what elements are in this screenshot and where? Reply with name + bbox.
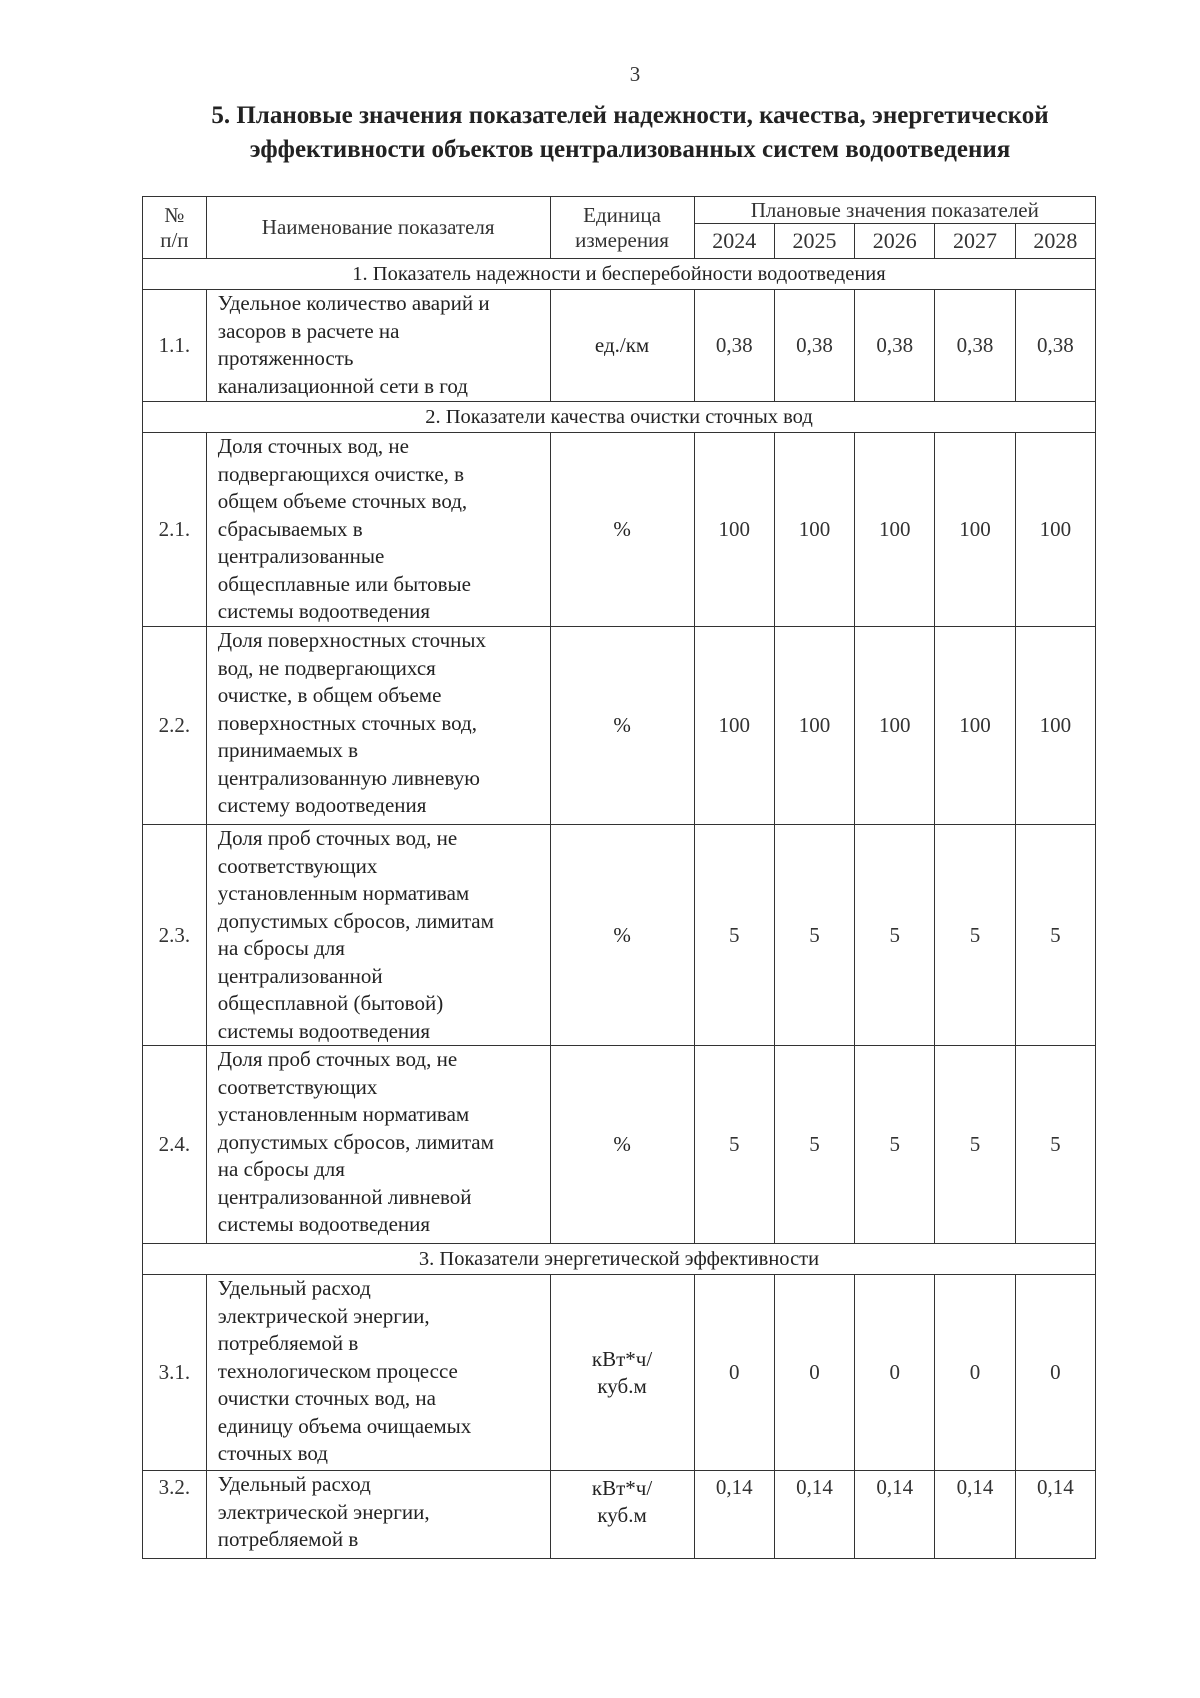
value-cell: 0,38 <box>855 290 935 402</box>
header-year: 2028 <box>1015 224 1095 259</box>
value-cell: 5 <box>1015 1046 1095 1244</box>
indicators-table <box>142 196 1096 1559</box>
row-number: 2.1. <box>143 433 207 627</box>
table-row <box>143 825 1096 1046</box>
indicator-name: Доля сточных вод, не подвергающихся очистке, в общем объеме сточных вод, сбрасываемых в централизованные общесплавные или бытовые системы водоотведения <box>206 433 550 627</box>
value-cell: 0,14 <box>774 1471 854 1559</box>
unit-cell: % <box>550 433 694 627</box>
value-cell: 0 <box>774 1275 854 1471</box>
indicator-name: Удельный расход электрической энергии, потребляемой в технологическом процессе очистки сточных вод, на единицу объема очищаемых сточных вод <box>206 1275 550 1471</box>
indicator-name: Удельное количество аварий и засоров в расчете на протяженность канализационной сети в год <box>206 290 550 402</box>
unit-cell: % <box>550 1046 694 1244</box>
table-row <box>143 1046 1096 1244</box>
value-cell: 0 <box>935 1275 1015 1471</box>
value-cell: 5 <box>855 825 935 1046</box>
page-number: 3 <box>629 62 641 86</box>
value-cell: 100 <box>935 433 1015 627</box>
indicator-name: Удельный расход электрической энергии, потребляемой в <box>206 1471 550 1559</box>
value-cell: 100 <box>694 627 774 825</box>
document-title-line-1: 5. Плановые значения показателей надежности, качества, энергетической <box>211 102 1049 129</box>
unit-cell: кВт*ч/ куб.м <box>550 1275 694 1471</box>
header-year: 2024 <box>694 224 774 259</box>
table-row <box>143 627 1096 825</box>
row-number: 1.1. <box>143 290 207 402</box>
value-cell: 0 <box>694 1275 774 1471</box>
table-row <box>143 433 1096 627</box>
value-cell: 0,14 <box>1015 1471 1095 1559</box>
value-cell: 0,38 <box>935 290 1015 402</box>
value-cell: 5 <box>774 825 854 1046</box>
row-number: 2.3. <box>143 825 207 1046</box>
value-cell: 0,38 <box>774 290 854 402</box>
value-cell: 100 <box>774 627 854 825</box>
value-cell: 5 <box>855 1046 935 1244</box>
value-cell: 5 <box>774 1046 854 1244</box>
row-number: 3.2. <box>143 1471 207 1559</box>
value-cell: 5 <box>935 825 1015 1046</box>
unit-cell: ед./км <box>550 290 694 402</box>
value-cell: 5 <box>694 1046 774 1244</box>
value-cell: 5 <box>694 825 774 1046</box>
value-cell: 100 <box>774 433 854 627</box>
row-number: 3.1. <box>143 1275 207 1471</box>
value-cell: 100 <box>935 627 1015 825</box>
section-title: 2. Показатели качества очистки сточных вод <box>143 402 1096 433</box>
table-row <box>143 1471 1096 1559</box>
value-cell: 5 <box>935 1046 1015 1244</box>
header-num: № п/п <box>143 197 207 259</box>
table-row <box>143 1275 1096 1471</box>
unit-cell: % <box>550 627 694 825</box>
value-cell: 100 <box>855 433 935 627</box>
value-cell: 0,38 <box>1015 290 1095 402</box>
indicator-name: Доля проб сточных вод, не соответствующих установленным нормативам допустимых сбросов, лимитам на сбросы для централизованной общесплавной (бытовой) системы водоотведения <box>206 825 550 1046</box>
unit-cell: % <box>550 825 694 1046</box>
section-title: 3. Показатели энергетической эффективности <box>143 1244 1096 1275</box>
value-cell: 100 <box>1015 627 1095 825</box>
row-number: 2.4. <box>143 1046 207 1244</box>
table-row <box>143 290 1096 402</box>
header-year: 2025 <box>774 224 854 259</box>
header-year: 2027 <box>935 224 1015 259</box>
row-number: 2.2. <box>143 627 207 825</box>
value-cell: 0 <box>855 1275 935 1471</box>
header-planned-values: Плановые значения показателей <box>694 197 1095 224</box>
value-cell: 5 <box>1015 825 1095 1046</box>
value-cell: 0,14 <box>935 1471 1015 1559</box>
document-title <box>150 99 1110 167</box>
section-title: 1. Показатель надежности и бесперебойности водоотведения <box>143 259 1096 290</box>
value-cell: 0 <box>1015 1275 1095 1471</box>
value-cell: 0,14 <box>694 1471 774 1559</box>
document-title-line-2: эффективности объектов централизованных систем водоотведения <box>249 136 1011 163</box>
value-cell: 0,38 <box>694 290 774 402</box>
header-unit: Единица измерения <box>550 197 694 259</box>
value-cell: 100 <box>1015 433 1095 627</box>
header-name: Наименование показателя <box>206 197 550 259</box>
value-cell: 0,14 <box>855 1471 935 1559</box>
indicator-name: Доля проб сточных вод, не соответствующих установленным нормативам допустимых сбросов, лимитам на сбросы для централизованной ливневой системы водоотведения <box>206 1046 550 1244</box>
value-cell: 100 <box>694 433 774 627</box>
indicator-name: Доля поверхностных сточных вод, не подвергающихся очистке, в общем объеме поверхностных сточных вод, принимаемых в централизованную ливневую систему водоотведения <box>206 627 550 825</box>
unit-cell: кВт*ч/ куб.м <box>550 1471 694 1559</box>
value-cell: 100 <box>855 627 935 825</box>
header-year: 2026 <box>855 224 935 259</box>
